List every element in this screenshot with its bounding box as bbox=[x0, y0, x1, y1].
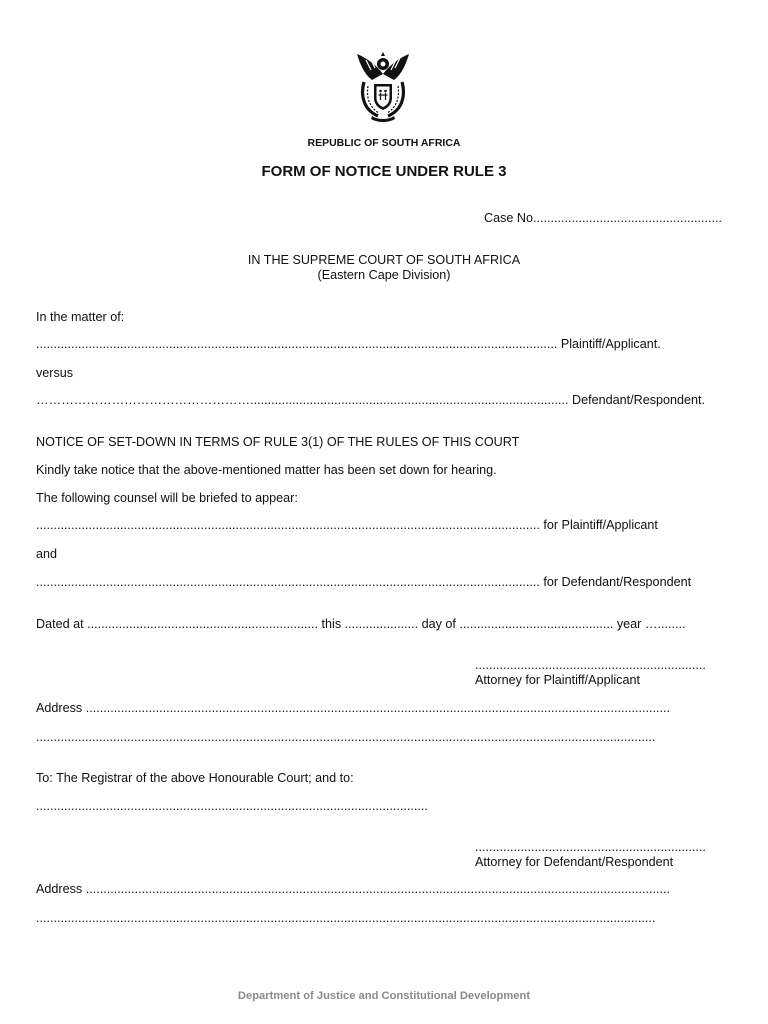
defendant-attorney-label: Attorney for Defendant/Respondent bbox=[475, 855, 674, 869]
court-division: (Eastern Cape Division) bbox=[317, 268, 451, 282]
defendant-address-line-2: ................................................................................................................................................................................. bbox=[36, 911, 656, 925]
court-name: IN THE SUPREME COURT OF SOUTH AFRICA bbox=[247, 253, 521, 267]
plaintiff-attorney-label: Attorney for Plaintiff/Applicant bbox=[475, 673, 640, 687]
notice-body: Kindly take notice that the above-mentioned matter has been set down for hearing. bbox=[36, 463, 497, 477]
registrar-label: To: The Registrar of the above Honourable Court; and to: bbox=[36, 771, 354, 785]
notice-heading: NOTICE OF SET-DOWN IN TERMS OF RULE 3(1) OF THE RULES OF THIS COURT bbox=[36, 435, 520, 449]
plaintiff-address-line: Address ....................................................................................................................................................................... bbox=[36, 701, 671, 715]
plaintiff-line: ..................................................................................................................................................... Plaintiff/Applicant. bbox=[36, 337, 661, 351]
matter-label: In the matter of: bbox=[36, 310, 125, 324]
versus-label: versus bbox=[36, 366, 74, 380]
counsel-defendant-line: ................................................................................................................................................ for Defendant/Respondent bbox=[36, 575, 692, 589]
footer-department: Department of Justice and Constitutional Development bbox=[237, 990, 531, 1002]
plaintiff-attorney-signature-line: .................................................................. bbox=[475, 658, 706, 672]
defendant-line: ……………………………………………........................................................................................... Defendant/Respondent. bbox=[36, 393, 706, 407]
defendant-attorney-signature-line: .................................................................. bbox=[475, 840, 706, 854]
counsel-label: The following counsel will be briefed to appear: bbox=[36, 491, 298, 505]
coat-of-arms-icon bbox=[352, 52, 414, 124]
country-heading: REPUBLIC OF SOUTH AFRICA bbox=[307, 137, 461, 149]
form-title: FORM OF NOTICE UNDER RULE 3 bbox=[261, 163, 507, 180]
counsel-plaintiff-line: ................................................................................................................................................ for Plaintiff/Applicant bbox=[36, 518, 658, 532]
registrar-line: ................................................................................................................ bbox=[36, 799, 428, 813]
plaintiff-address-line-2: ................................................................................................................................................................................. bbox=[36, 730, 656, 744]
case-number-field: Case No...................................................... bbox=[484, 211, 722, 225]
dated-line: Dated at .................................................................. this ..................... day of ............................................ year …........ bbox=[36, 617, 686, 631]
defendant-address-line: Address ....................................................................................................................................................................... bbox=[36, 882, 671, 896]
and-label: and bbox=[36, 547, 58, 561]
